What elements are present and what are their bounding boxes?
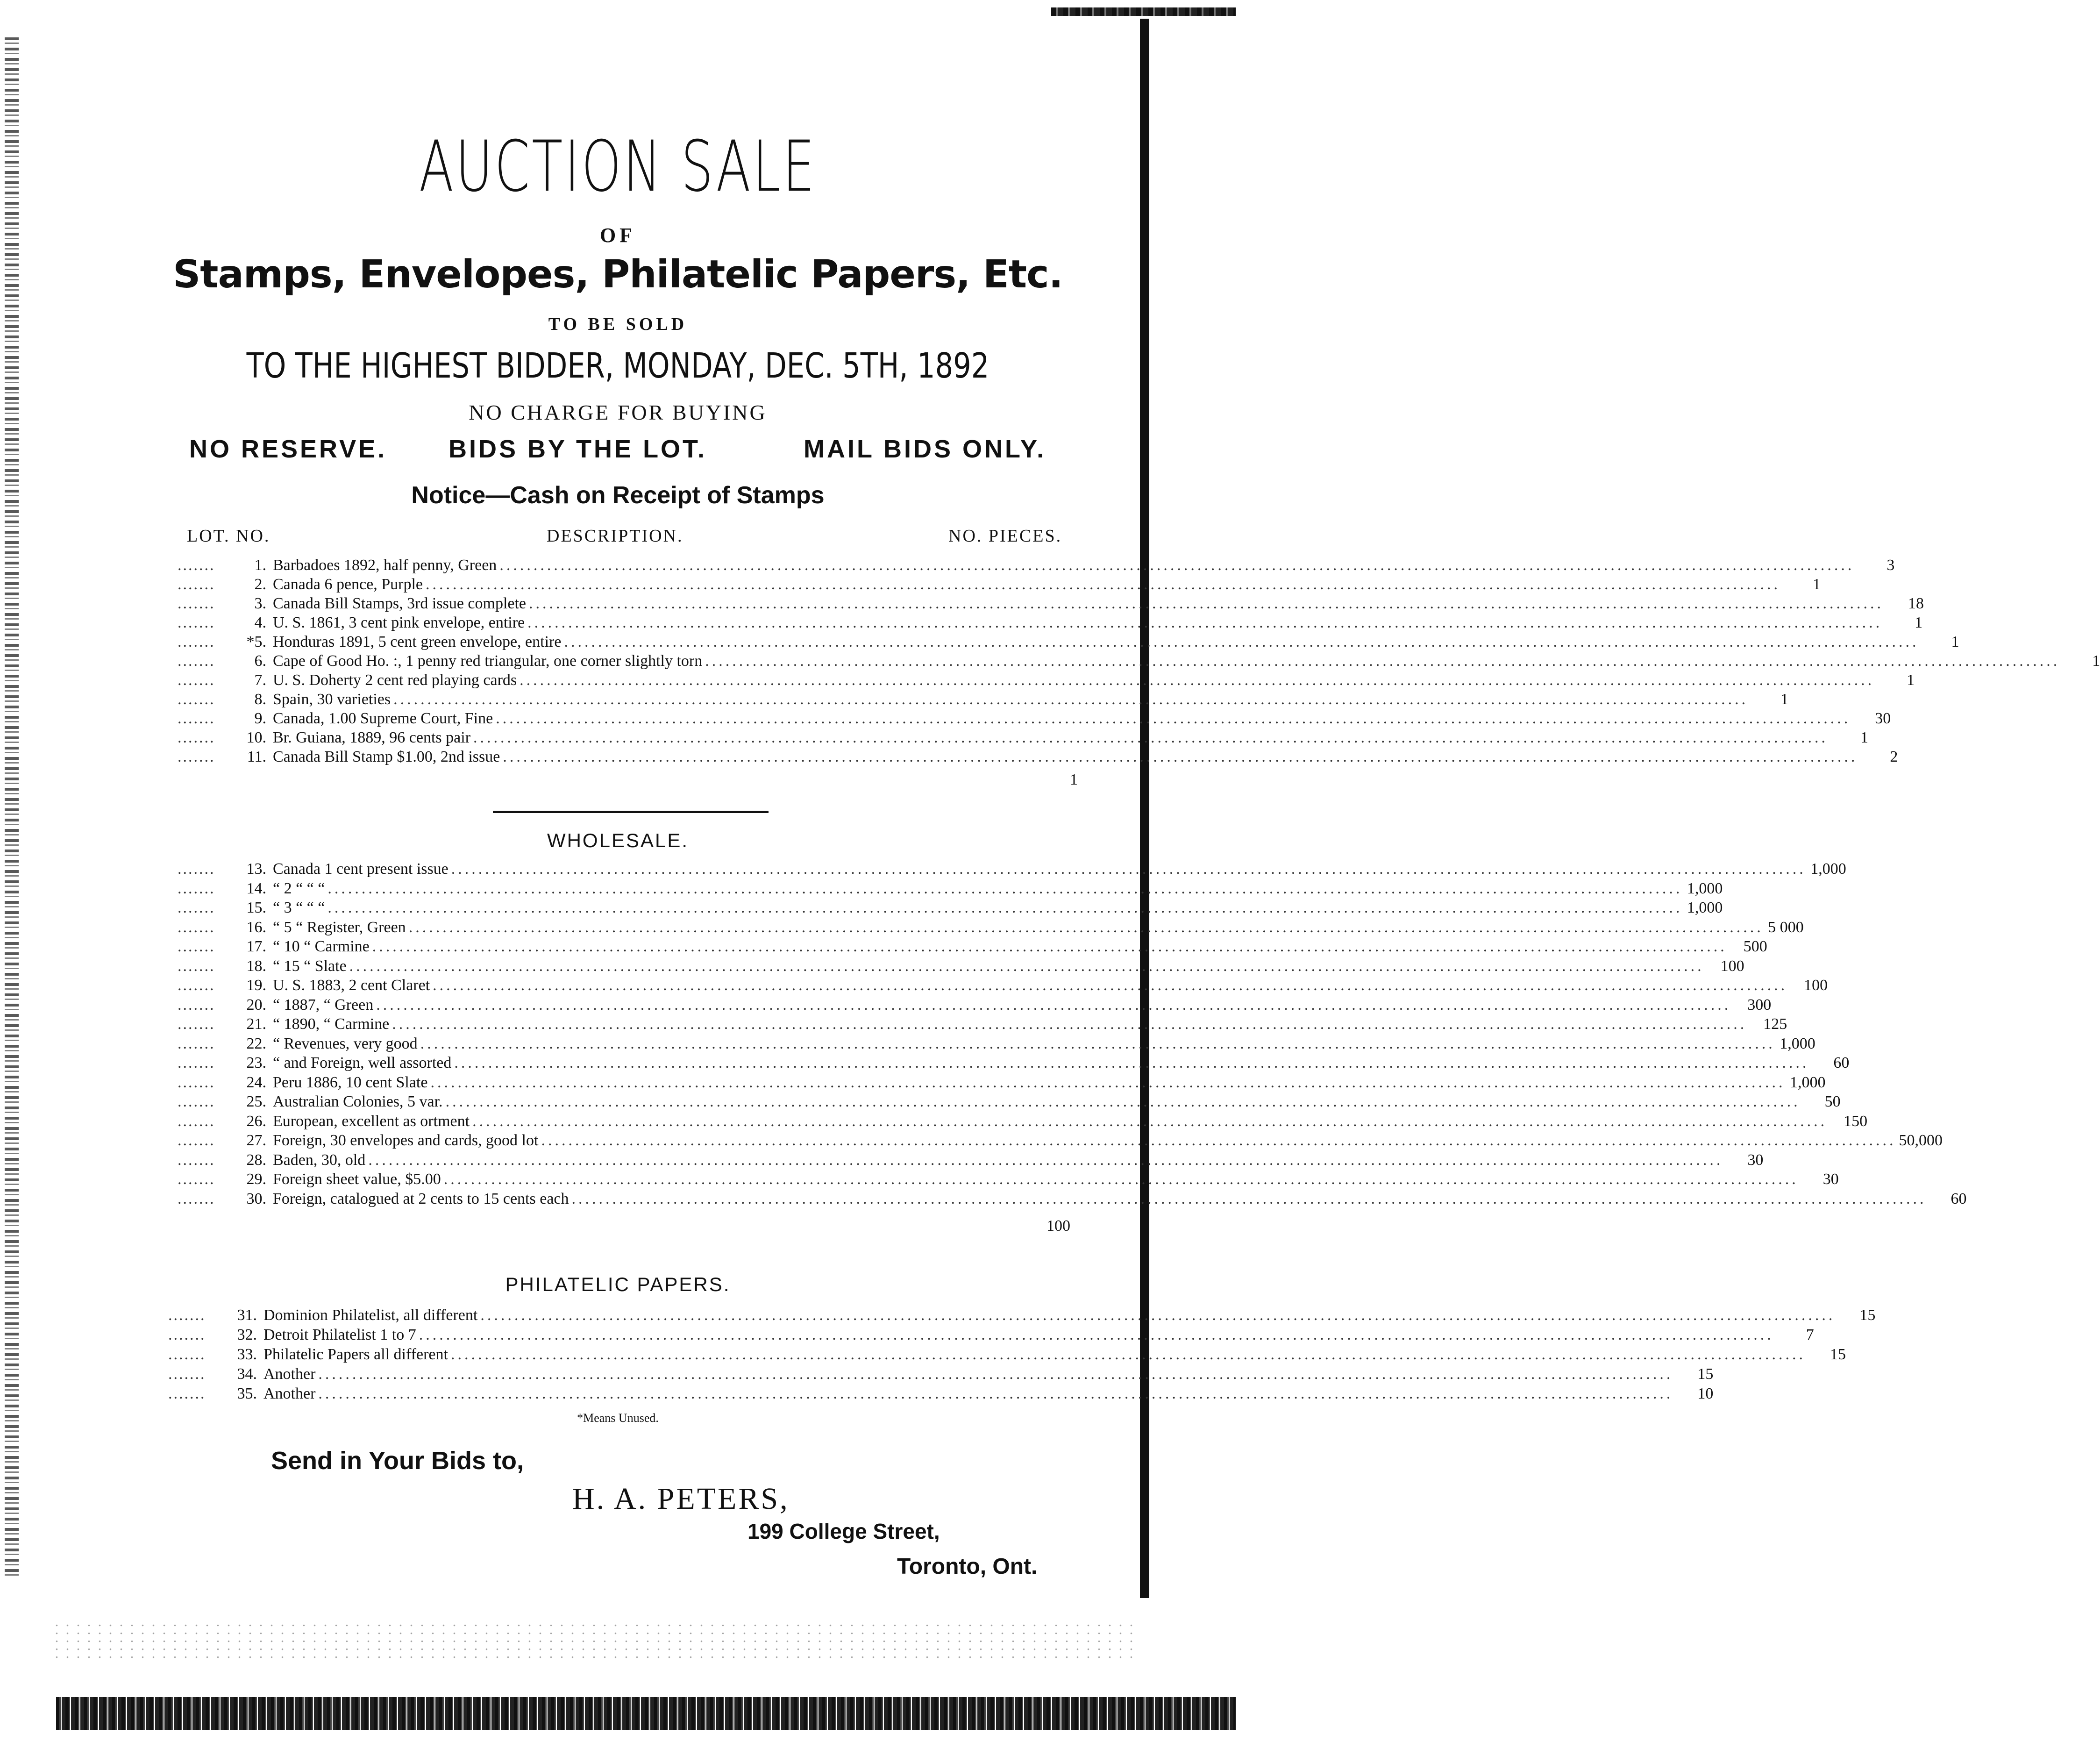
sale-date-line: TO THE HIGHEST BIDDER, MONDAY, DEC. 5TH, 1892 bbox=[246, 346, 989, 386]
wholesaleArr-lot-number: 22. bbox=[246, 1035, 266, 1052]
papersArr-pieces: 7 bbox=[1806, 1326, 1814, 1343]
wholesaleArr-row bbox=[178, 899, 1723, 917]
papers-heading: PHILATELIC PAPERS. bbox=[505, 1273, 731, 1295]
wholesaleArr-row bbox=[178, 976, 1828, 995]
dot-leader: ....... bbox=[168, 1365, 206, 1383]
lotsArr-row bbox=[178, 575, 1821, 594]
wholesaleArr-description: European, excellent as ortment bbox=[273, 1112, 470, 1130]
no-charge-line: NO CHARGE FOR BUYING bbox=[469, 400, 767, 424]
wholesaleArr-lot-number: 21. bbox=[246, 1015, 266, 1033]
dot-leader: ........................................................................................................................................................................................................ bbox=[430, 1073, 1786, 1091]
lotsArr-row bbox=[178, 728, 1869, 747]
dot-leader: ....... bbox=[178, 918, 215, 936]
dot-leader: ....... bbox=[178, 879, 215, 897]
lotsArr-row bbox=[178, 690, 1789, 709]
lotsArr-pieces: 2 bbox=[1890, 748, 1898, 765]
dot-leader: ....... bbox=[178, 652, 215, 670]
papersArr-lot-number: 33. bbox=[237, 1346, 257, 1363]
subtitle: Stamps, Envelopes, Philatelic Papers, Etc. bbox=[173, 252, 1063, 297]
dot-leader: ....... bbox=[178, 671, 215, 689]
dot-leader: ........................................................................................................................................................................................................ bbox=[445, 1093, 1801, 1110]
papersArr-row bbox=[168, 1306, 1876, 1325]
lotsArr-lot-number: 10. bbox=[246, 729, 266, 746]
lotsArr-row bbox=[178, 556, 1895, 575]
wholesale-trailing-pieces: 100 bbox=[1046, 1217, 1070, 1235]
lotsArr-pieces: 1 bbox=[1780, 691, 1789, 708]
lotsArr-description: Spain, 30 varieties bbox=[273, 691, 391, 708]
wholesaleArr-lot-number: 27. bbox=[246, 1132, 266, 1149]
lotsArr-lot-number: 4. bbox=[254, 614, 266, 631]
dot-leader: ........................................................................................................................................................................................................ bbox=[419, 1326, 1774, 1343]
dot-leader: ........................................................................................................................................................................................................ bbox=[451, 860, 1806, 878]
dot-leader: ........................................................................................................................................................................................................ bbox=[472, 1112, 1828, 1130]
lotsArr-description: Canada Bill Stamps, 3rd issue complete bbox=[273, 595, 527, 612]
wholesaleArr-description: U. S. 1883, 2 cent Claret bbox=[273, 977, 430, 994]
dot-leader: ....... bbox=[178, 1151, 215, 1169]
papersArr-pieces: 10 bbox=[1697, 1385, 1714, 1402]
dot-leader: ....... bbox=[178, 996, 215, 1014]
papersArr-pieces: 15 bbox=[1697, 1365, 1714, 1383]
dot-leader: ....... bbox=[178, 1054, 215, 1071]
scan-bottom-edge bbox=[56, 1697, 1236, 1730]
papersArr-row bbox=[168, 1385, 1714, 1403]
wholesaleArr-pieces: 500 bbox=[1743, 938, 1767, 955]
dot-leader: ....... bbox=[178, 710, 215, 727]
dot-leader: ........................................................................................................................................................................................................ bbox=[527, 614, 1883, 631]
dot-leader: ....... bbox=[178, 1171, 215, 1188]
mail-bids-text: MAIL BIDS ONLY. bbox=[804, 435, 1046, 463]
lotsArr-row bbox=[178, 633, 1959, 651]
of-label: OF bbox=[599, 224, 636, 247]
dot-leader: ....... bbox=[178, 860, 215, 878]
dot-leader: ........................................................................................................................................................................................................ bbox=[496, 710, 1851, 727]
papersArr-description: Philatelic Papers all different bbox=[263, 1346, 448, 1363]
lotsArr-description: Honduras 1891, 5 cent green envelope, entire bbox=[273, 633, 562, 650]
wholesaleArr-pieces: 125 bbox=[1763, 1015, 1787, 1033]
recipient-city: Toronto, Ont. bbox=[897, 1554, 1038, 1579]
dot-leader: ....... bbox=[178, 1132, 215, 1149]
scan-top-edge bbox=[1051, 7, 1236, 16]
wholesaleArr-row bbox=[178, 1092, 1841, 1111]
papersArr-description: Another bbox=[263, 1385, 316, 1402]
dot-leader: ........................................................................................................................................................................................................ bbox=[571, 1190, 1927, 1207]
lotsArr-lot-number: 2. bbox=[254, 576, 266, 593]
lotsArr-description: Canada Bill Stamp $1.00, 2nd issue bbox=[273, 748, 500, 765]
dot-leader: ........................................................................................................................................................................................................ bbox=[420, 1035, 1775, 1052]
lotsArr-description: Canada 6 pence, Purple bbox=[273, 576, 423, 593]
wholesaleArr-row bbox=[178, 1015, 1787, 1034]
wholesaleArr-description: “ 3 “ “ “ bbox=[273, 899, 325, 916]
wholesaleArr-row bbox=[178, 860, 1846, 878]
dot-leader: ....... bbox=[178, 977, 215, 994]
papersArr-lot-number: 35. bbox=[237, 1385, 257, 1402]
papersArr-description: Detroit Philatelist 1 to 7 bbox=[263, 1326, 416, 1343]
lotsArr-pieces: 1 bbox=[1813, 576, 1821, 593]
dot-leader: ........................................................................................................................................................................................................ bbox=[450, 1346, 1806, 1363]
lotsArr-lot-number: 7. bbox=[254, 671, 266, 689]
lotsArr-lot-number: 8. bbox=[254, 691, 266, 708]
unused-footnote: *Means Unused. bbox=[577, 1411, 659, 1425]
wholesaleArr-description: Foreign sheet value, $5.00 bbox=[273, 1171, 441, 1188]
wholesaleArr-pieces: 1,000 bbox=[1687, 899, 1723, 916]
dot-leader: ........................................................................................................................................................................................................ bbox=[705, 652, 2060, 670]
column-no-pieces: NO. PIECES. bbox=[948, 526, 1062, 546]
lotsArr-lot-number: 11. bbox=[247, 748, 266, 765]
wholesaleArr-pieces: 300 bbox=[1747, 996, 1772, 1014]
wholesaleArr-pieces: 1,000 bbox=[1810, 860, 1846, 878]
dot-leader: ........................................................................................................................................................................................................ bbox=[454, 1054, 1809, 1071]
papersArr-pieces: 15 bbox=[1859, 1306, 1876, 1324]
wholesaleArr-description: “ 10 “ Carmine bbox=[273, 938, 370, 955]
wholesaleArr-description: Foreign, catalogued at 2 cents to 15 cents each bbox=[273, 1190, 569, 1207]
lotsArr-pieces: 3 bbox=[1886, 557, 1895, 574]
lotsArr-lot-number: *5. bbox=[246, 633, 266, 650]
dot-leader: ....... bbox=[178, 1035, 215, 1052]
dot-leader: ....... bbox=[178, 1093, 215, 1110]
lotsArr-row bbox=[178, 748, 1898, 766]
wholesaleArr-pieces: 30 bbox=[1747, 1151, 1764, 1169]
lotsArr-pieces: 1 bbox=[2092, 652, 2100, 670]
dot-leader: ....... bbox=[168, 1385, 206, 1402]
wholesaleArr-row bbox=[178, 918, 1804, 937]
papersArr-row bbox=[168, 1345, 1846, 1364]
wholesaleArr-lot-number: 26. bbox=[246, 1112, 266, 1130]
dot-leader: ........................................................................................................................................................................................................ bbox=[327, 899, 1683, 916]
wholesaleArr-pieces: 60 bbox=[1833, 1054, 1850, 1071]
wholesaleArr-lot-number: 19. bbox=[246, 977, 266, 994]
dot-leader: ....... bbox=[178, 576, 215, 593]
wholesaleArr-row bbox=[178, 937, 1767, 956]
dot-leader: ........................................................................................................................................................................................................ bbox=[349, 957, 1704, 975]
wholesaleArr-description: “ 1890, “ Carmine bbox=[273, 1015, 390, 1033]
dot-leader: ........................................................................................................................................................................................................ bbox=[368, 1151, 1723, 1169]
dot-leader: ........................................................................................................................................................................................................ bbox=[393, 691, 1749, 708]
dot-leader: ....... bbox=[168, 1346, 206, 1363]
wholesaleArr-row bbox=[178, 1073, 1826, 1092]
wholesaleArr-description: Australian Colonies, 5 var. bbox=[273, 1093, 443, 1110]
lotsArr-row bbox=[178, 594, 1924, 613]
lotsArr-lot-number: 9. bbox=[254, 710, 266, 727]
wholesaleArr-row bbox=[178, 1112, 1868, 1131]
dot-leader: ........................................................................................................................................................................................................ bbox=[392, 1015, 1747, 1033]
lotsArr-description: Barbadoes 1892, half penny, Green bbox=[273, 557, 497, 574]
lotsArr-pieces: 30 bbox=[1875, 710, 1891, 727]
column-description: DESCRIPTION. bbox=[547, 526, 683, 546]
dot-leader: ....... bbox=[178, 1073, 215, 1091]
wholesaleArr-pieces: 60 bbox=[1951, 1190, 1967, 1207]
lotsArr-pieces: 1 bbox=[1907, 671, 1915, 689]
wholesaleArr-row bbox=[178, 1131, 1943, 1150]
wholesale-heading: WHOLESALE. bbox=[547, 829, 689, 851]
recipient-street: 199 College Street, bbox=[747, 1519, 940, 1543]
dot-leader: ....... bbox=[178, 1015, 215, 1033]
lotsArr-lot-number: 1. bbox=[254, 557, 266, 574]
wholesaleArr-row bbox=[178, 1151, 1764, 1170]
dot-leader: ........................................................................................................................................................................................................ bbox=[327, 879, 1683, 897]
wholesaleArr-lot-number: 13. bbox=[246, 860, 266, 878]
lotsArr-row bbox=[178, 709, 1891, 728]
dot-leader: ....... bbox=[178, 557, 215, 574]
lotsArr-description: Cape of Good Ho. :, 1 penny red triangular, one corner slightly torn bbox=[273, 652, 703, 670]
lotsArr-pieces: 1 bbox=[1860, 729, 1869, 746]
wholesaleArr-pieces: 1,000 bbox=[1789, 1073, 1826, 1091]
wholesaleArr-description: Peru 1886, 10 cent Slate bbox=[273, 1073, 428, 1091]
dot-leader: ........................................................................................................................................................................................................ bbox=[433, 977, 1788, 994]
wholesaleArr-pieces: 50 bbox=[1824, 1093, 1841, 1110]
wholesaleArr-lot-number: 24. bbox=[246, 1073, 266, 1091]
wholesaleArr-pieces: 100 bbox=[1720, 957, 1744, 975]
wholesaleArr-pieces: 30 bbox=[1822, 1171, 1839, 1188]
dot-leader: ....... bbox=[168, 1326, 206, 1343]
no-reserve-text: NO RESERVE. bbox=[189, 435, 387, 463]
wholesaleArr-pieces: 100 bbox=[1804, 977, 1828, 994]
dot-leader: ....... bbox=[178, 957, 215, 975]
send-bids-line: Send in Your Bids to, bbox=[271, 1447, 524, 1475]
lotsArr-pieces: 18 bbox=[1908, 595, 1924, 612]
wholesaleArr-lot-number: 23. bbox=[246, 1054, 266, 1071]
dot-leader: ........................................................................................................................................................................................................ bbox=[541, 1132, 1896, 1149]
page-title: AUCTION SALE bbox=[419, 126, 817, 207]
wholesaleArr-row bbox=[178, 1054, 1850, 1072]
wholesaleArr-row bbox=[178, 957, 1744, 976]
section-divider bbox=[493, 811, 769, 813]
dot-leader: ....... bbox=[178, 899, 215, 916]
wholesaleArr-lot-number: 17. bbox=[246, 938, 266, 955]
lotsArr-row bbox=[178, 614, 1923, 632]
lotsArr-row bbox=[178, 671, 1915, 690]
dot-leader: ........................................................................................................................................................................................................ bbox=[426, 576, 1780, 593]
wholesaleArr-description: Baden, 30, old bbox=[273, 1151, 366, 1169]
dot-leader: ....... bbox=[168, 1306, 206, 1324]
dot-leader: ........................................................................................................................................................................................................ bbox=[564, 633, 1919, 650]
wholesaleArr-pieces: 1,000 bbox=[1687, 879, 1723, 897]
dot-leader: ....... bbox=[178, 729, 215, 746]
scan-speckle bbox=[51, 1621, 1135, 1663]
wholesaleArr-row bbox=[178, 1190, 1967, 1208]
column-lot-no: LOT. NO. bbox=[187, 526, 271, 546]
dot-leader: ........................................................................................................................................................................................................ bbox=[473, 729, 1829, 746]
dot-leader: ....... bbox=[178, 691, 215, 708]
lotsArr-pieces: 1 bbox=[1915, 614, 1923, 631]
wholesaleArr-description: “ 15 “ Slate bbox=[273, 957, 347, 975]
dot-leader: ........................................................................................................................................................................................................ bbox=[376, 996, 1731, 1014]
lotsArr-description: U. S. Doherty 2 cent red playing cards bbox=[273, 671, 517, 689]
wholesaleArr-pieces: 150 bbox=[1844, 1112, 1868, 1130]
wholesaleArr-description: “ and Foreign, well assorted bbox=[273, 1054, 452, 1071]
wholesaleArr-lot-number: 25. bbox=[246, 1093, 266, 1110]
dot-leader: ....... bbox=[178, 614, 215, 631]
wholesaleArr-lot-number: 20. bbox=[246, 996, 266, 1014]
wholesaleArr-lot-number: 28. bbox=[246, 1151, 266, 1169]
dot-leader: ....... bbox=[178, 938, 215, 955]
dot-leader: ........................................................................................................................................................................................................ bbox=[480, 1306, 1836, 1324]
dot-leader: ....... bbox=[178, 633, 215, 650]
recipient-name: H. A. PETERS, bbox=[572, 1482, 790, 1516]
dot-leader: ........................................................................................................................................................................................................ bbox=[503, 748, 1858, 765]
papersArr-row bbox=[168, 1326, 1814, 1344]
wholesaleArr-lot-number: 14. bbox=[246, 879, 266, 897]
papersArr-pieces: 15 bbox=[1829, 1346, 1846, 1363]
dot-leader: ........................................................................................................................................................................................................ bbox=[520, 671, 1875, 689]
wholesaleArr-pieces: 1,000 bbox=[1780, 1035, 1815, 1052]
dot-leader: ........................................................................................................................................................................................................ bbox=[318, 1365, 1673, 1383]
papersArr-description: Another bbox=[263, 1365, 316, 1383]
dot-leader: ........................................................................................................................................................................................................ bbox=[408, 918, 1764, 936]
dot-leader: ........................................................................................................................................................................................................ bbox=[499, 557, 1855, 574]
papersArr-lot-number: 34. bbox=[237, 1365, 257, 1383]
papersArr-lot-number: 31. bbox=[237, 1306, 257, 1324]
wholesaleArr-row bbox=[178, 1170, 1839, 1189]
lotsArr-lot-number: 3. bbox=[254, 595, 266, 612]
wholesaleArr-description: “ 2 “ “ “ bbox=[273, 879, 325, 897]
wholesaleArr-row bbox=[178, 1035, 1815, 1053]
wholesaleArr-lot-number: 30. bbox=[246, 1190, 266, 1207]
papersArr-row bbox=[168, 1365, 1714, 1384]
dot-leader: ....... bbox=[178, 748, 215, 765]
to-be-sold-label: TO BE SOLD bbox=[548, 314, 688, 334]
dot-leader: ........................................................................................................................................................................................................ bbox=[443, 1171, 1799, 1188]
dot-leader: ....... bbox=[178, 1190, 215, 1207]
wholesaleArr-description: “ 1887, “ Green bbox=[273, 996, 374, 1014]
dot-leader: ........................................................................................................................................................................................................ bbox=[529, 595, 1884, 612]
dot-leader: ....... bbox=[178, 1112, 215, 1130]
wholesaleArr-lot-number: 16. bbox=[246, 918, 266, 936]
lotsArr-row bbox=[178, 652, 2100, 671]
lotsArr-description: Canada, 1.00 Supreme Court, Fine bbox=[273, 710, 493, 727]
wholesaleArr-lot-number: 18. bbox=[246, 957, 266, 975]
papersArr-lot-number: 32. bbox=[237, 1326, 257, 1343]
wholesaleArr-description: Canada 1 cent present issue bbox=[273, 860, 448, 878]
lotsArr-pieces: 1 bbox=[1951, 633, 1959, 650]
wholesaleArr-row bbox=[178, 996, 1772, 1014]
dot-leader: ....... bbox=[178, 595, 215, 612]
wholesaleArr-description: “ 5 “ Register, Green bbox=[273, 918, 406, 936]
wholesaleArr-description: “ Revenues, very good bbox=[273, 1035, 418, 1052]
bids-by-lot-text: BIDS BY THE LOT. bbox=[448, 435, 707, 463]
wholesaleArr-lot-number: 29. bbox=[246, 1171, 266, 1188]
dot-leader: ........................................................................................................................................................................................................ bbox=[318, 1385, 1673, 1402]
notice-line: Notice—Cash on Receipt of Stamps bbox=[411, 482, 825, 509]
wholesaleArr-pieces: 5 000 bbox=[1768, 918, 1804, 936]
lotsArr-description: U. S. 1861, 3 cent pink envelope, entire bbox=[273, 614, 525, 631]
lotsArr-description: Br. Guiana, 1889, 96 cents pair bbox=[273, 729, 471, 746]
wholesaleArr-row bbox=[178, 879, 1723, 898]
papersArr-description: Dominion Philatelist, all different bbox=[263, 1306, 478, 1324]
wholesaleArr-pieces: 50,000 bbox=[1899, 1132, 1943, 1149]
dot-leader: ........................................................................................................................................................................................................ bbox=[372, 938, 1727, 955]
lotsArr-lot-number: 6. bbox=[254, 652, 266, 670]
wholesaleArr-lot-number: 15. bbox=[246, 899, 266, 916]
wholesaleArr-description: Foreign, 30 envelopes and cards, good lot bbox=[273, 1132, 539, 1149]
lots-trailing-pieces: 1 bbox=[1070, 771, 1078, 788]
